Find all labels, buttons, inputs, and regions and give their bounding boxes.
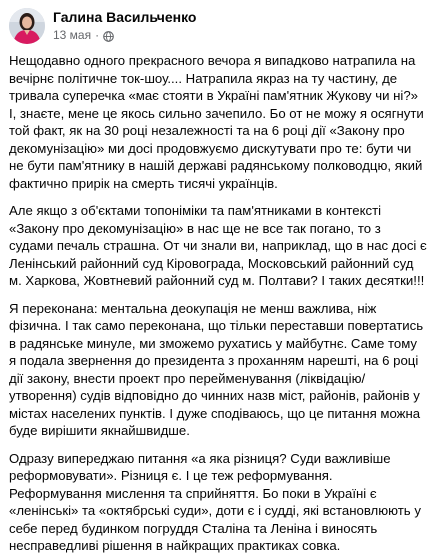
post-paragraph-1: Нещодавно одного прекрасного вечора я випадково натрапила на вечірнє політичне ток-шоу.... Натрапила якраз на ту частину, де тривала суперечка «має стояти в Україні пам'ятник Жукову чи ні?» І, знаєте, мене це якось сильно зачепило. Бо от не можу я осягнути той факт, як на 30 році незалежності та на 6 році дії «Закону про декомунізацію» ми досі продовжуємо дискутувати про те: бути чи не бути пам'ятнику в нашій державі радянському полководцю, який фактично прирік на смерть тисячі українців.	[9, 53, 424, 191]
post-paragraph-3: Я переконана: ментальна деокупація не менш важлива, ніж фізична. І так само переконана, що тільки переставши повертатись в радянське минуле, ми зможемо рухатись у майбутнє. Саме тому я подала звернення до президента з проханням нарешті, на 6 році дії закону, внести проект про перейменування (ліквідацію/утворення) судів відповідно до чинних назв міст, районів, районів у містах населених пунктів. І дуже сподіваюсь, що це питання можна буде вирішити якнайшвидше.	[9, 300, 424, 438]
post-subline	[53, 27, 196, 43]
globe-icon[interactable]	[103, 30, 114, 41]
post-header	[9, 0, 427, 48]
post-body	[9, 52, 427, 555]
avatar-photo	[9, 8, 45, 44]
separator-dot: ·	[95, 28, 100, 42]
post-paragraph-4: Одразу випереджаю питання «а яка різниця? Суди важливіше реформовувати». Різниця є. І це теж реформування. Реформування мислення та сприйняття. Бо поки в Україні є «ленінські» та «октябрські суди», доти є і судді, які встановлюють у себе перед будинком погруддя Сталіна та Леніна і виносять несправедливі рішення в найкращих практиках совка.	[9, 450, 421, 553]
post-date[interactable]: 13 мая	[53, 28, 92, 42]
avatar[interactable]	[9, 8, 45, 44]
author-name[interactable]: Галина Васильченко	[53, 9, 197, 25]
post-paragraph-2: Але якщо з об'єктами топоніміки та пам'ятниками в контексті «Закону про декомунізацію» в нас ще не все так погано, то з судами печаль страшна. От чи знали ви, наприклад, що в нас досі є Ленінський районний суд Кіровограда, Московський районний суд м. Харкова, Жовтневий районний суд м. Полтави? І таких десятки!!!	[9, 203, 427, 288]
post-meta	[53, 9, 196, 43]
